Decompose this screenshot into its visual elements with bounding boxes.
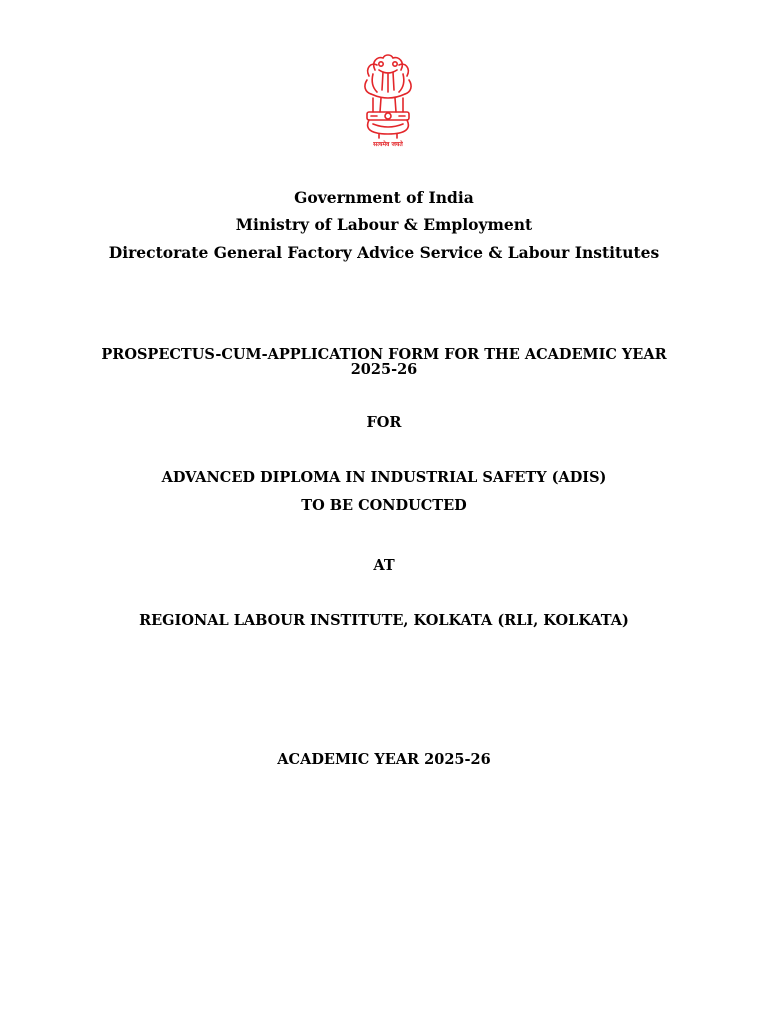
- prospectus-title: PROSPECTUS-CUM-APPLICATION FORM FOR THE ACADEMIC YEAR: [101, 346, 667, 363]
- institute-name: REGIONAL LABOUR INSTITUTE, KOLKATA (RLI, KOLKATA): [139, 612, 629, 629]
- header-government: Government of India: [294, 188, 474, 207]
- state-emblem-of-india-icon: [355, 52, 421, 148]
- header-directorate: Directorate General Factory Advice Service & Labour Institutes: [108, 243, 660, 262]
- academic-year: ACADEMIC YEAR 2025-26: [277, 751, 491, 768]
- course-name: ADVANCED DIPLOMA IN INDUSTRIAL SAFETY (ADIS): [161, 469, 607, 486]
- at-label: AT: [373, 557, 395, 574]
- course-conducted: TO BE CONDUCTED: [301, 497, 467, 514]
- header-ministry: Ministry of Labour & Employment: [235, 215, 533, 234]
- for-label: FOR: [366, 414, 402, 431]
- prospectus-year: 2025-26: [350, 361, 418, 378]
- emblem-motto: सत्यमेव जयते: [373, 141, 403, 148]
